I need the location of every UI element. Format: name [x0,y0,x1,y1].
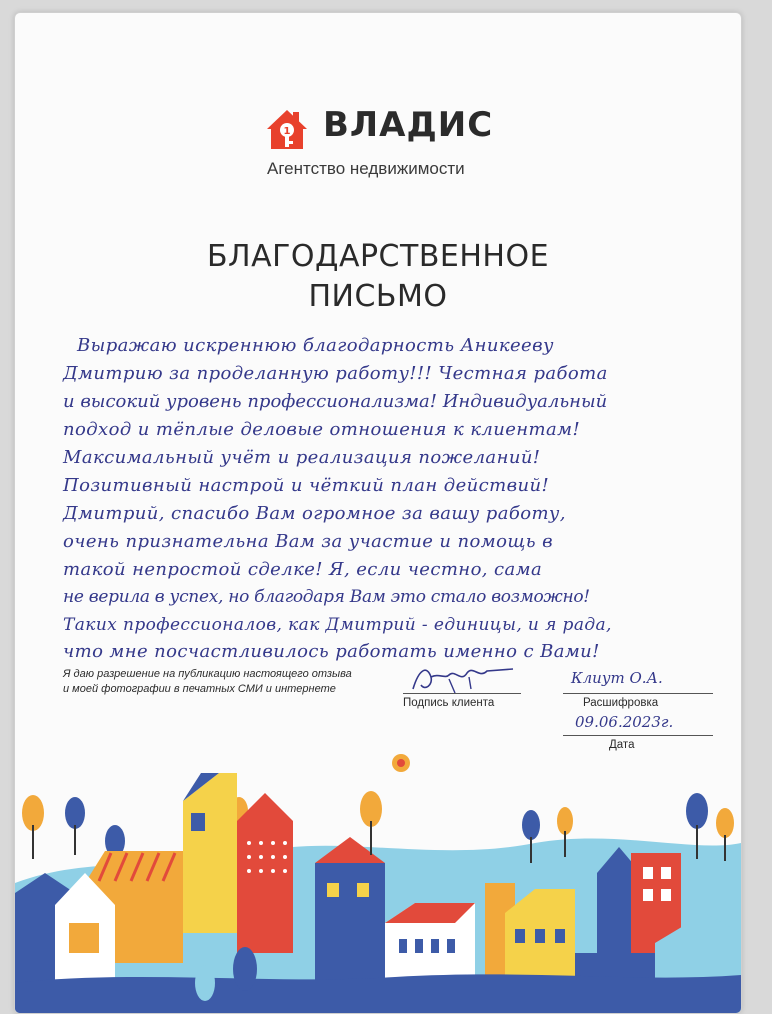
brand-name: ВЛАДИС [323,105,494,145]
letter-line: не верила в успех, но благодаря Вам это стало возможно! [63,587,590,607]
letter-line: Дмитрию за проделанную работу!!! Честная работа [63,363,608,384]
brand-subtitle: Агентство недвижимости [267,159,465,178]
decode-line [563,693,713,694]
page-title-line2: ПИСЬМО [308,279,448,314]
letter-line: Позитивный настрой и чёткий план действий! [63,475,550,496]
city-illustration [15,733,741,1013]
consent-text [63,667,383,697]
letter-sheet [14,12,742,1014]
letter-line: подход и тёплые деловые отношения к клиентам! [63,419,581,440]
signature-label: Подпись клиента [403,697,495,709]
consent-line: Я даю разрешение на публикацию настоящего отзыва [63,668,352,680]
letter-line: что мне посчастливилось работать именно с Вами! [63,641,600,662]
date-label: Дата [609,739,635,751]
letter-line: очень признательна Вам за участие и помощь в [63,531,553,552]
letter-line: Дмитрий, спасибо Вам огромное за вашу работу, [63,503,566,524]
page-title-line1: БЛАГОДАРСТВЕННОЕ [206,239,550,274]
decode-label: Расшифровка [583,697,659,709]
letter-line: Максимальный учёт и реализация пожеланий! [63,447,541,468]
letter-line: Таких профессионалов, как Дмитрий - единицы, и я рада, [63,615,612,635]
signature-line [403,693,521,694]
decode-value: Клиут О.А. [571,669,663,687]
consent-line: и моей фотографии в печатных СМИ и интернете [63,683,336,695]
svg-text:1: 1 [283,126,291,137]
letter-line: и высокий уровень профессионализма! Индивидуальный [63,391,608,412]
letter-line: такой непростой сделке! Я, если честно, сама [63,559,543,580]
date-value: 09.06.2023г. [575,713,674,731]
house-key-icon [263,105,311,153]
brand-logo [263,99,523,189]
letter-line: Выражаю искреннюю благодарность Аникееву [77,335,554,356]
